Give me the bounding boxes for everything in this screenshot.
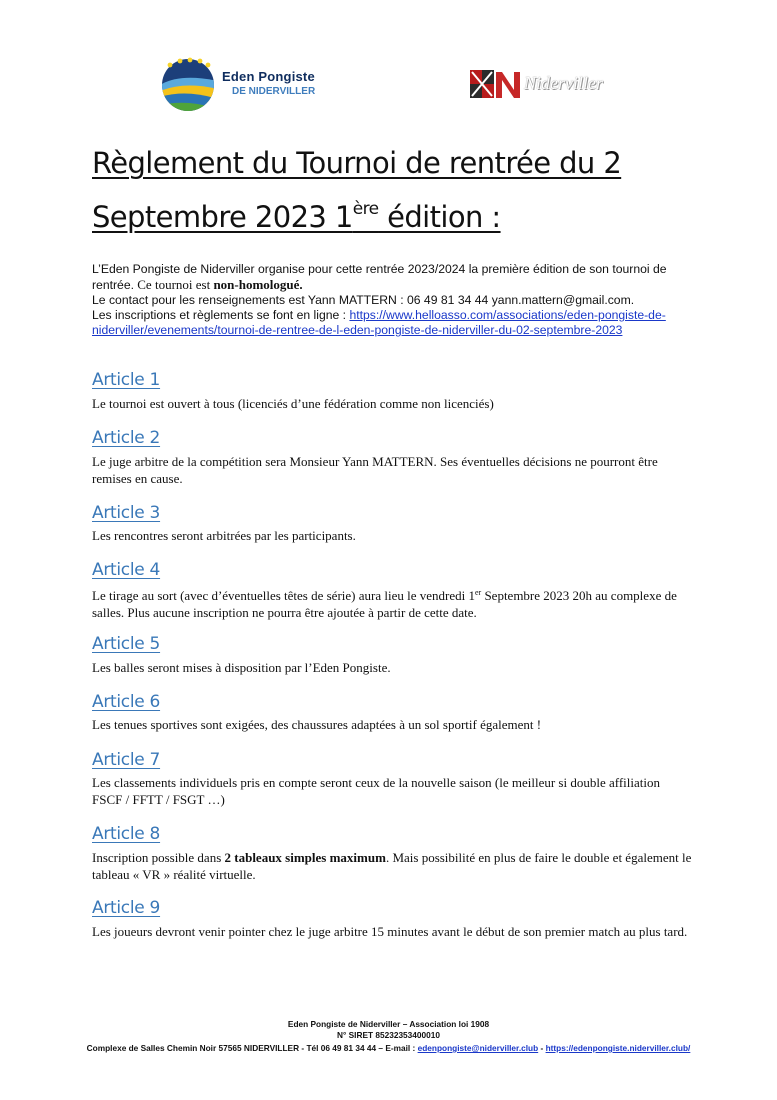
intro-line-1 [92,262,692,293]
footer-email-link[interactable]: edenpongiste@niderviller.club [417,1043,539,1053]
article-2-heading: Article 2 [92,428,161,448]
footer-address: Complexe de Salles Chemin Noir 57565 NIDERVILLER - Tél 06 49 81 34 44 – E-mail : [86,1043,418,1053]
title-superscript: ère [352,199,379,219]
footer-association: Eden Pongiste de Niderviller – Association loi 1908 [287,1019,490,1029]
non-homologue-text: non-homologué. [213,277,303,292]
footer-contact [0,1043,777,1053]
article-6-text: Les tenues sportives sont exigées, des chaussures adaptées à un sol sportif également ! [92,717,542,732]
helloasso-link[interactable]: https://www.helloasso.com/associations/eden-pongiste-de-niderviller/evenements/tournoi-de-rentree-de-l-eden-pongiste-de-niderviller-du-02-septembre-2023 [92,308,666,337]
article-7-text: Les classements individuels pris en compte seront ceux de la nouvelle saison (le meilleur si double affiliation FSCF / FFTT / FSGT …) [92,775,661,807]
title-line-1: Règlement du Tournoi de rentrée du 2 [92,146,622,180]
article-8-text-end: . Mais possibilité en plus de faire le double et également le tableau « VR » réalité virtuelle. [92,850,692,882]
article-1-text: Le tournoi est ouvert à tous (licenciés d’une fédération comme non licenciés) [92,396,494,411]
article-8-heading: Article 8 [92,824,161,844]
eden-pongiste-logo [160,55,340,117]
article-4-text-end: Septembre 2023 20h au complexe de salles. Plus aucune inscription ne pourra être ajoutée à partir de cette date. [92,588,677,620]
logo-right-text: Niderviller [524,73,603,93]
article-3-text: Les rencontres seront arbitrées par les participants. [92,528,356,543]
title-line-2 [92,186,712,240]
article-7-heading: Article 7 [92,750,161,770]
intro-registration-label: Les inscriptions et règlements se font en ligne : [92,308,350,322]
niderviller-logo [468,68,618,102]
title-line-2-end: édition : [378,200,501,234]
article-8-text [92,850,692,883]
article-5-heading: Article 5 [92,634,161,654]
article-6-heading: Article 6 [92,692,161,712]
article-4-heading: Article 4 [92,560,161,580]
intro-contact: Le contact pour les renseignements est Yann MATTERN : 06 49 81 34 44 yann.mattern@gmail.com. [92,293,635,307]
article-4-superscript: er [474,588,482,597]
logo-left-name: Eden Pongiste [222,69,315,84]
title-line-2-text: Septembre 2023 1 [92,200,353,234]
article-1-heading: Article 1 [92,370,161,390]
eden-emblem-icon [160,55,218,117]
niderviller-crest-icon [468,68,524,102]
footer-separator: - [538,1043,546,1053]
intro-text-sans: L’Eden Pongiste de Niderviller organise pour cette rentrée 2023/2024 la première édition de son tournoi de rentrée. [92,262,667,292]
article-8-text-start: Inscription possible dans [92,850,225,865]
article-5-text: Les balles seront mises à disposition par l’Eden Pongiste. [92,660,391,675]
article-9-text: Les joueurs devront venir pointer chez le juge arbitre 15 minutes avant le début de son premier match au plus tard. [92,924,688,939]
footer-website-link[interactable]: https://edenpongiste.niderviller.club/ [545,1043,691,1053]
logo-left-subtitle: DE NIDERVILLER [232,86,316,97]
page-title [92,140,712,240]
article-9-heading: Article 9 [92,898,161,918]
article-8-bold-text: 2 tableaux simples maximum [224,850,386,865]
article-2-text: Le juge arbitre de la compétition sera Monsieur Yann MATTERN. Ses éventuelles décisions ne pourront être remises en cause. [92,454,658,486]
footer-siret: N° SIRET 85232353400010 [337,1030,440,1040]
article-4-text-start: Le tirage au sort (avec d’éventuelles têtes de série) aura lieu le vendredi 1 [92,588,475,603]
intro-registration [92,308,692,338]
intro-paragraph [92,262,692,338]
article-3-heading: Article 3 [92,503,161,523]
intro-text-serif: Ce tournoi est [134,277,214,292]
article-4-text [92,585,692,621]
